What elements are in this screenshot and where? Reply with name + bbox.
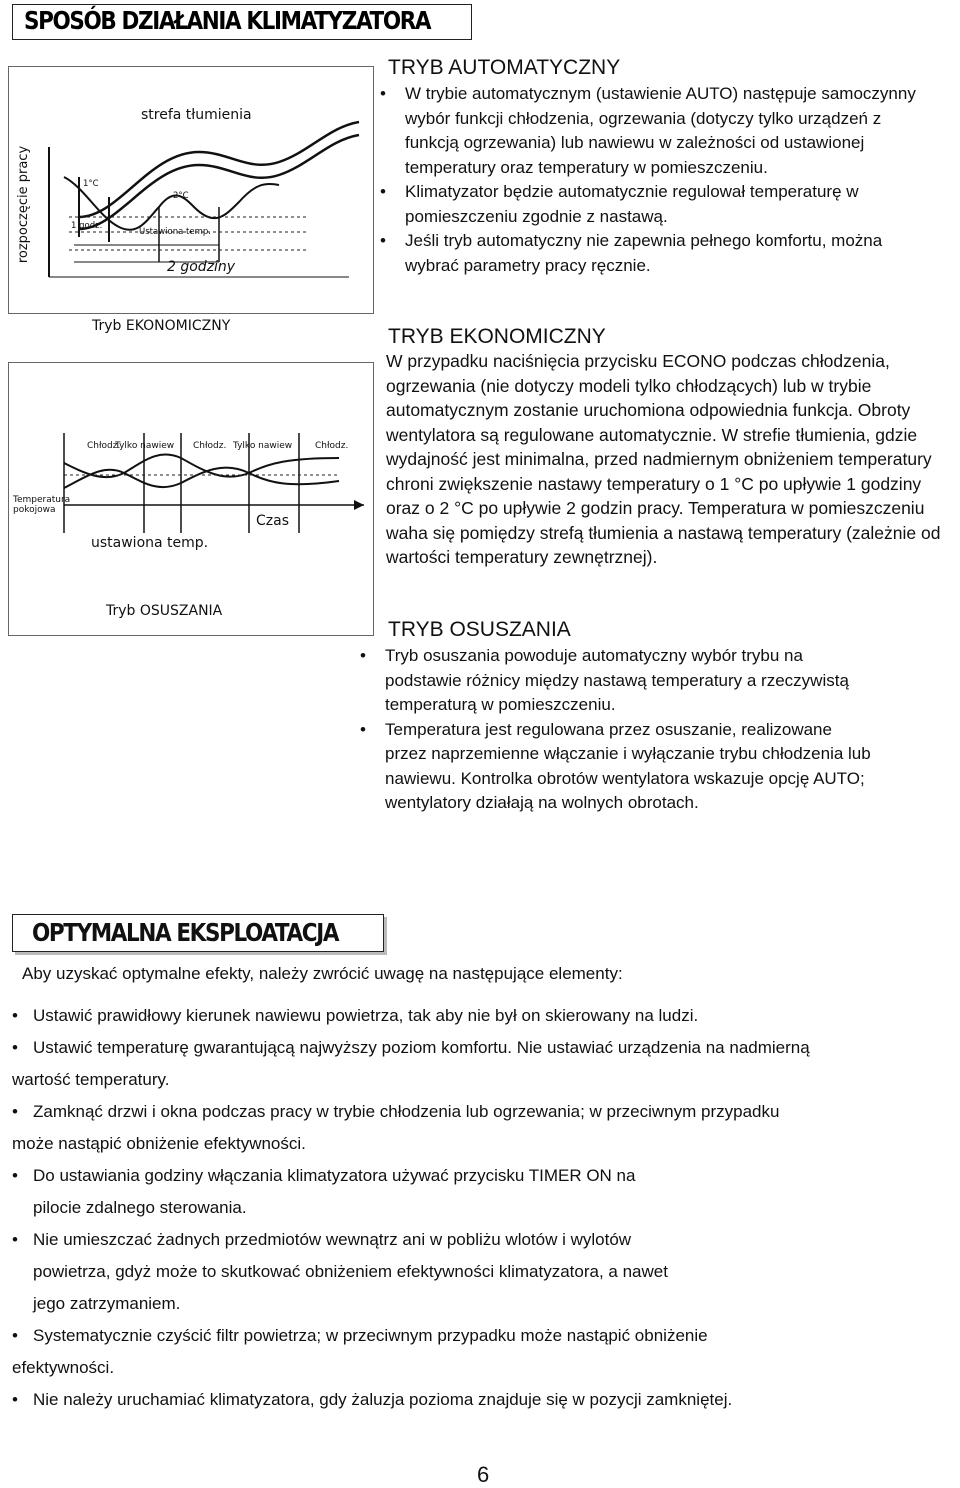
- econ-heading: TRYB EKONOMICZNY: [388, 325, 606, 348]
- dry-mode-figure: [8, 362, 374, 636]
- list-item-continuation: może nastąpić obniżenie efektywności.: [12, 1134, 306, 1153]
- optimal-intro: Aby uzyskać optymalne efekty, należy zwrócić uwagę na następujące elementy:: [22, 964, 623, 983]
- list-item: • Nie umieszczać żadnych przedmiotów wewnątrz ani w pobliżu wlotów i wylotów: [12, 1230, 632, 1249]
- col2-label: Tylko nawiew: [115, 441, 175, 451]
- tips-list: [12, 1000, 960, 1416]
- list-item: • Klimatyzator będzie automatycznie regulował temperaturę w pomieszczeniu zgodnie z nastawą.: [380, 182, 859, 226]
- list-item-continuation: efektywności.: [12, 1358, 115, 1377]
- list-item: • Ustawić temperaturę gwarantującą najwyższy poziom komfortu. Nie ustawiać urządzenia na nadmierną: [12, 1038, 810, 1057]
- hours2-label: 2 godziny: [167, 259, 236, 275]
- list-item: • W trybie automatycznym (ustawienie AUTO) następuje samoczynny wybór funkcji chłodzenia, ogrzewania (dotyczy tylko urządzeń z funkcją ogrzewania) lub nawiewu w zależności od ustawionej temperatury oraz temperatury w pomieszczeniu.: [380, 84, 916, 177]
- col4-label: Tylko nawiew: [233, 441, 293, 451]
- list-item: • Jeśli tryb automatyczny nie zapewnia pełnego komfortu, można wybrać parametry pracy ręcznie.: [380, 231, 883, 275]
- room-temp-label: Temperatura pokojowa: [13, 495, 71, 515]
- hour1-label: 1 godz.: [71, 221, 103, 231]
- list-item-continuation: jego zatrzymaniem.: [33, 1294, 181, 1313]
- col5-label: Chłodz.: [315, 441, 349, 451]
- deg1-label: 1°C: [83, 179, 99, 189]
- list-item-continuation: powietrza, gdyż może to skutkować obniżeniem efektywności klimatyzatora, a nawet: [33, 1262, 668, 1281]
- dry-list: [360, 644, 875, 816]
- list-item: • Do ustawiania godziny włączania klimatyzatora używać przycisku TIMER ON na: [12, 1166, 636, 1185]
- page-number: 6: [477, 1462, 490, 1487]
- econ-text: W przypadku naciśnięcia przycisku ECONO podczas chłodzenia, ogrzewania (nie dotyczy modeli tylko chłodzących) lub w trybie automatycznym zostanie uruchomiona odpowiednia funkcja. Obroty wentylatora są regulowane automatycznie. W strefie tłumienia, gdzie wydajność jest minimalna, przed nadmiernym obniżeniem temperatury chroni zwiększenie nastawy temperatury o 1 °C po upływie 1 godziny oraz o 2 °C po upływie 2 godzin pracy. Temperatura w pomieszczeniu waha się pomiędzy strefą tłumienia a nastawą temperatury (zależnie od wartości temperatury zewnętrznej).: [386, 351, 941, 567]
- zone-label: strefa tłumienia: [141, 107, 252, 123]
- list-item: • Systematycznie czyścić filtr powietrza; w przeciwnym przypadku może nastąpić obniżenie: [12, 1326, 708, 1345]
- list-item: • Nie należy uruchamiać klimatyzatora, gdy żaluzja pozioma znajduje się w pozycji zamkniętej.: [12, 1390, 733, 1409]
- section-title: SPOSÓB DZIAŁANIA KLIMATYZATORA: [24, 6, 431, 35]
- dry-mode-label: Tryb OSUSZANIA: [106, 603, 223, 619]
- dry-heading: TRYB OSUSZANIA: [388, 618, 571, 641]
- auto-mode-diagram: [9, 67, 373, 313]
- optimal-title: OPTYMALNA EKSPLOATACJA: [32, 918, 339, 947]
- list-item: • Zamknąć drzwi i okna podczas pracy w trybie chłodzenia lub ogrzewania; w przeciwnym przypadku: [12, 1102, 780, 1121]
- dry-setpoint-label: ustawiona temp.: [91, 535, 209, 551]
- list-item-continuation: wartość temperatury.: [12, 1070, 170, 1089]
- auto-heading: TRYB AUTOMATYCZNY: [388, 56, 621, 79]
- list-item: • Ustawić prawidłowy kierunek nawiewu powietrza, tak aby nie był on skierowany na ludzi.: [12, 1006, 699, 1025]
- list-item-continuation: pilocie zdalnego sterowania.: [33, 1198, 247, 1217]
- y-axis-label: rozpoczęcie pracy: [16, 145, 32, 264]
- col1-label: Chłodz.: [87, 441, 121, 451]
- deg2-label: 2°C: [173, 191, 189, 201]
- col3-label: Chłodz.: [193, 441, 227, 451]
- list-item: • Temperatura jest regulowana przez osuszanie, realizowane przez naprzemienne włączanie i wyłączanie trybu chłodzenia lub nawiewu. Kontrolka obrotów wentylatora wskazuje opcję AUTO; wentylatory działają na wolnych obrotach.: [360, 719, 871, 812]
- setpoint-label: Ustawiona temp.: [139, 227, 211, 237]
- econ-mode-label: Tryb EKONOMICZNY: [92, 318, 231, 334]
- list-item: • Tryb osuszania powoduje automatyczny wybór trybu na podstawie różnicy między nastawą temperatury a rzeczywistą temperaturą w pomieszczeniu.: [360, 646, 849, 714]
- auto-list: [380, 82, 925, 278]
- auto-mode-figure: [8, 66, 374, 314]
- time-label: Czas: [256, 513, 289, 529]
